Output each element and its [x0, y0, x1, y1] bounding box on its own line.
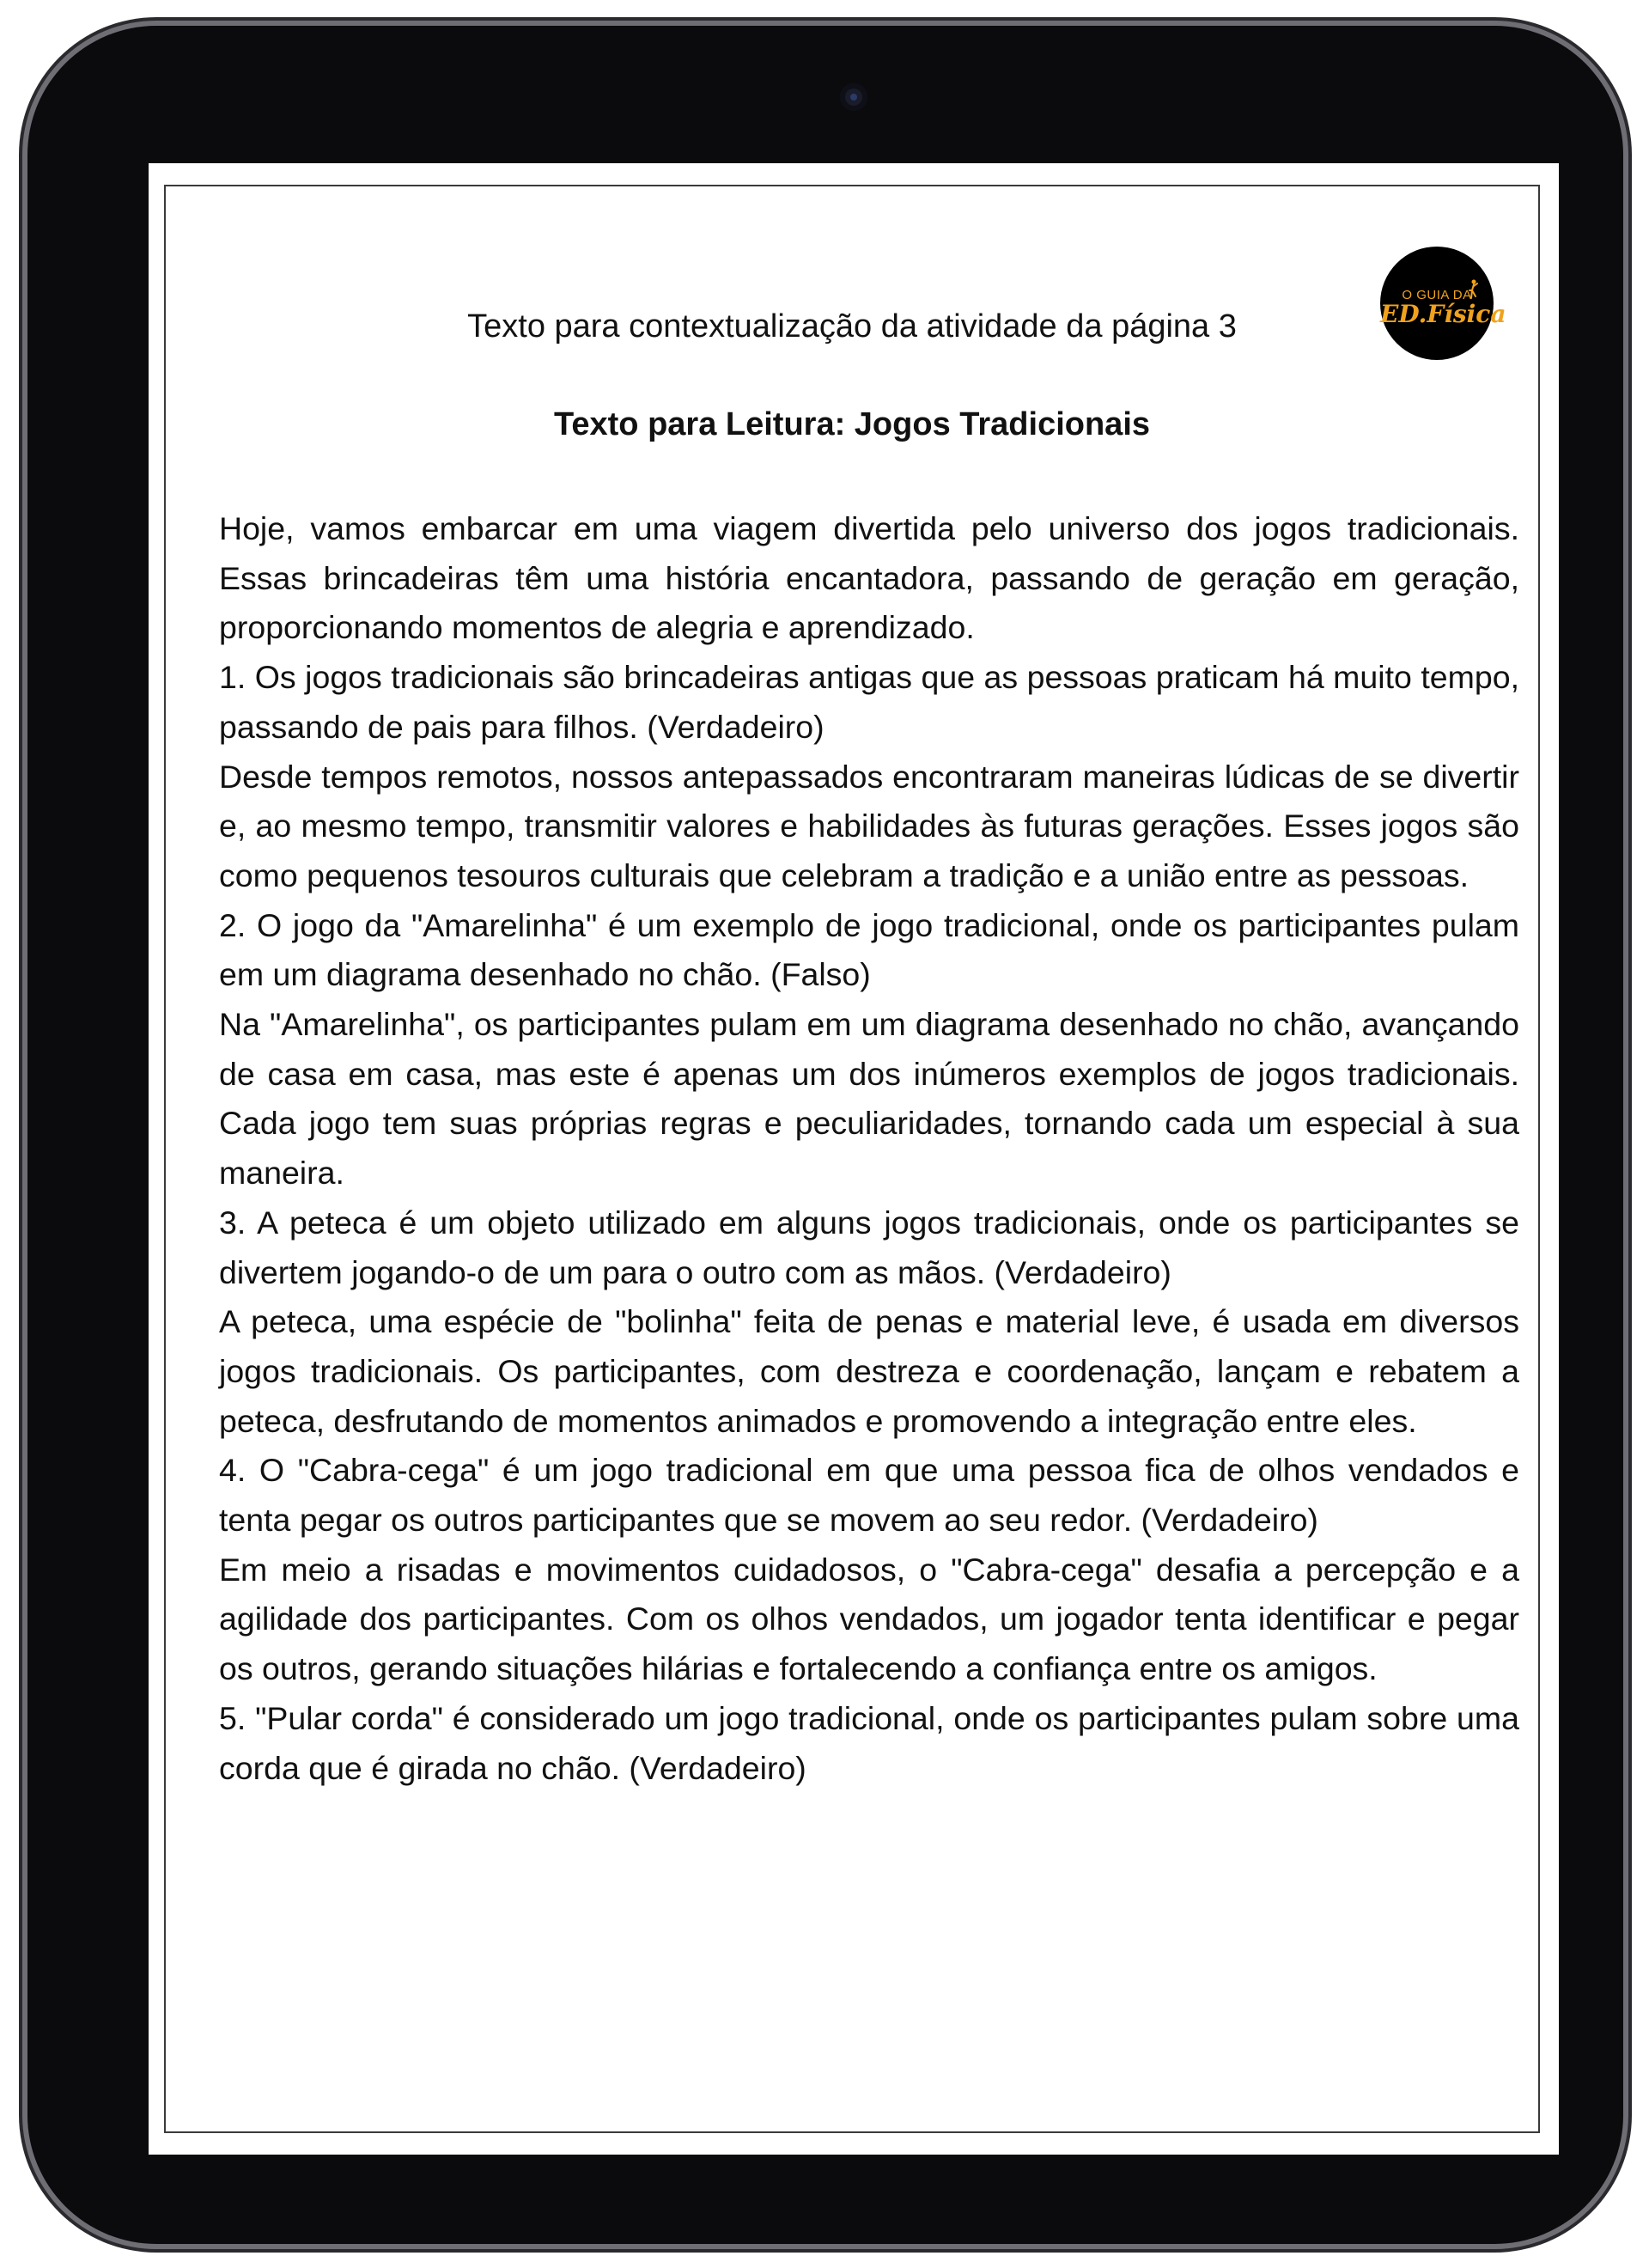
document-title: Texto para Leitura: Jogos Tradicionais: [553, 406, 1151, 442]
explanation-2: Na "Amarelinha", os participantes pulam em um diagrama desenhado no chão, avançando de casa em casa, mas este é apenas um dos inúmeros exemplos de jogos tradicionais. Cada jogo tem suas próprias regras e peculiaridades, tornando cada um especial à sua maneira.: [219, 1006, 1519, 1192]
front-camera: [840, 83, 867, 111]
header-title: Texto para contextualização da atividade da página 3: [467, 308, 1237, 344]
tablet-screen: [149, 163, 1559, 2155]
statement-4: 4. O "Cabra-cega" é um jogo tradicional em que uma pessoa fica de olhos vendados e tenta pegar os outros participantes que se movem ao seu redor. (Verdadeiro): [219, 1452, 1519, 1539]
document-page: [164, 185, 1540, 2133]
tablet-device: [27, 26, 1623, 2244]
intro-paragraph: Hoje, vamos embarcar em uma viagem divertida pelo universo dos jogos tradicionais. Essas brincadeiras têm uma história encantadora, passando de geração em geração, proporcionando momentos de alegria e aprendizado.: [219, 510, 1519, 646]
explanation-3: A peteca, uma espécie de "bolinha" feita de penas e material leve, é usada em diversos jogos tradicionais. Os participantes, com destreza e coordenação, lançam e rebatem a peteca, desfrutando de momentos animados e promovendo a integração entre eles.: [219, 1303, 1519, 1439]
document-body: [219, 504, 1519, 1793]
guia-ed-fisica-logo: [1380, 247, 1506, 360]
explanation-4: Em meio a risadas e movimentos cuidadosos, o "Cabra-cega" desafia a percepção e a agilidade dos participantes. Com os olhos vendados, um jogador tenta identificar e pegar os outros, gerando situações hilárias e fortalecendo a confiança entre os amigos.: [219, 1551, 1519, 1687]
logo-text-main: ED.Física: [1380, 300, 1506, 328]
statement-2: 2. O jogo da "Amarelinha" é um exemplo de jogo tradicional, onde os participantes pulam em um diagrama desenhado no chão. (Falso): [219, 906, 1519, 993]
statement-5: 5. "Pular corda" é considerado um jogo tradicional, onde os participantes pulam sobre uma corda que é girada no chão. (Verdadeiro): [219, 1699, 1519, 1786]
logo-text-top: O GUIA DA: [1402, 288, 1472, 302]
explanation-1: Desde tempos remotos, nossos antepassados encontraram maneiras lúdicas de se divertir e, ao mesmo tempo, transmitir valores e habilidades às futuras gerações. Esses jogos são como pequenos tesouros culturais que celebram a tradição e a união entre as pessoas.: [219, 758, 1519, 893]
statement-3: 3. A peteca é um objeto utilizado em alguns jogos tradicionais, onde os participantes se divertem jogando-o de um para o outro com as mãos. (Verdadeiro): [219, 1204, 1519, 1290]
statement-1: 1. Os jogos tradicionais são brincadeiras antigas que as pessoas praticam há muito tempo, passando de pais para filhos. (Verdadeiro): [219, 659, 1519, 745]
